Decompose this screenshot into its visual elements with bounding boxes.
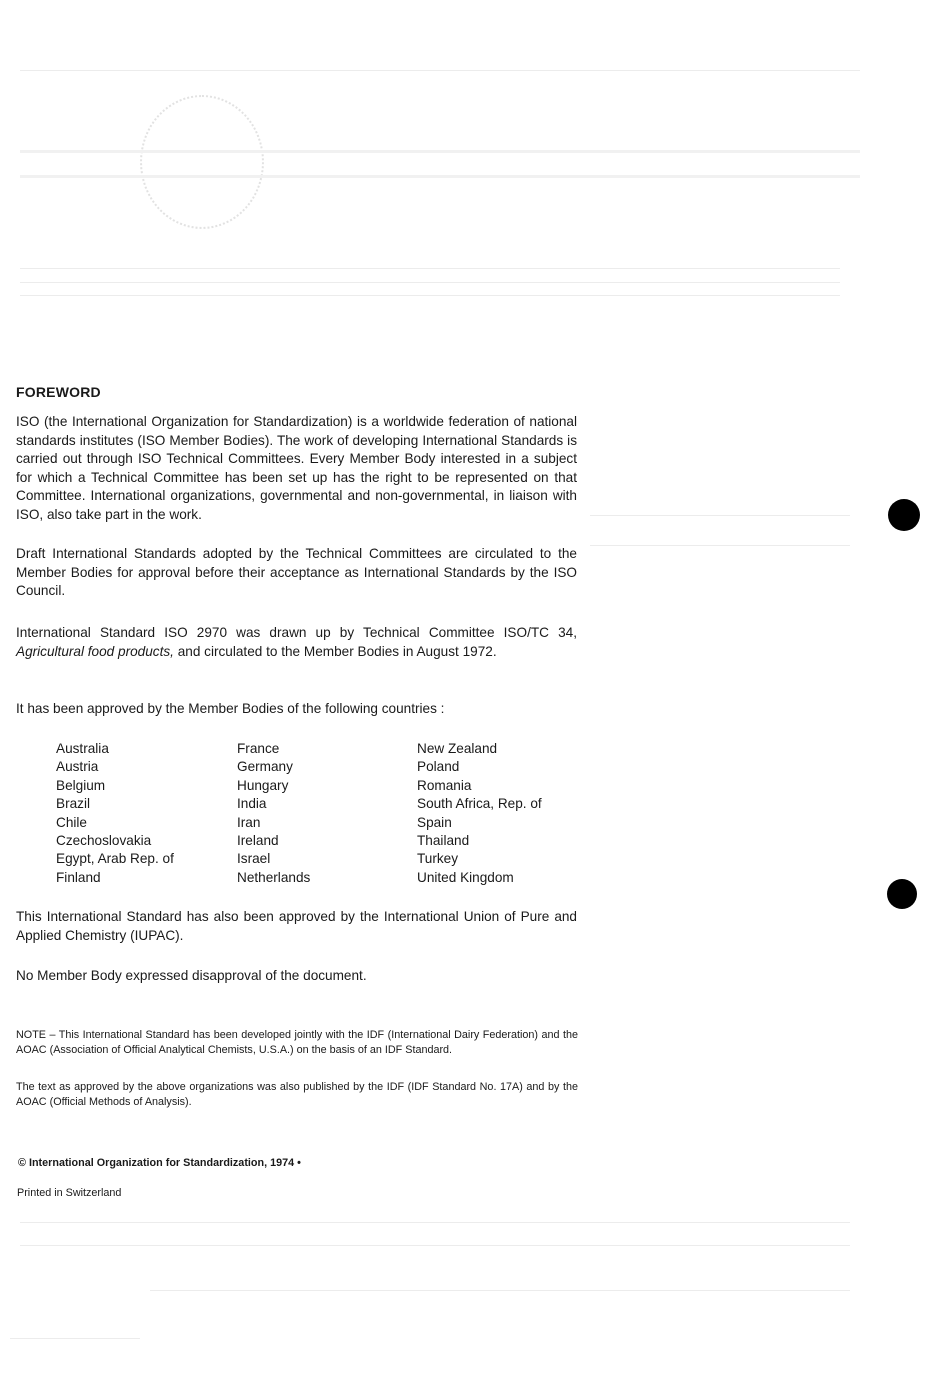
country-item: Poland (417, 759, 460, 775)
note-idf-aoac: NOTE – This International Standard has been developed jointly with the IDF (International Dairy Federation) and the AOAC (Association of Official Analytical Chemists, U.S.A.) on the basis of an IDF Standard. (16, 1029, 578, 1056)
country-item: Ireland (237, 833, 279, 849)
countries-column-3 (417, 740, 542, 887)
punch-hole-top (888, 499, 920, 531)
country-item: Austria (56, 759, 99, 775)
country-item: Spain (417, 814, 452, 830)
country-item: Israel (237, 851, 271, 867)
paragraph-draft-standards: Draft International Standards adopted by the Technical Committees are circulated to the Member Bodies for approval before their acceptance as International Standards by the ISO Council. (16, 546, 577, 599)
country-item: Netherlands (237, 869, 311, 885)
country-item: Belgium (56, 777, 106, 793)
country-item: India (237, 796, 267, 812)
country-item: Brazil (56, 796, 90, 812)
paragraph-iso-2970-part1: International Standard ISO 2970 was drawn up by Technical Committee ISO/TC 34, (16, 625, 577, 640)
foreword-heading: FOREWORD (16, 384, 101, 400)
country-item: Finland (56, 869, 101, 885)
printed-in: Printed in Switzerland (17, 1187, 122, 1199)
country-item: Turkey (417, 851, 459, 867)
country-item: South Africa, Rep. of (417, 796, 542, 812)
committee-title: Agricultural food products, (16, 643, 174, 659)
ghost-line (20, 268, 840, 269)
ghost-line (20, 175, 860, 178)
country-item: France (237, 741, 280, 756)
country-item: Australia (56, 741, 109, 756)
country-item: Egypt, Arab Rep. of (56, 851, 174, 867)
ghost-line (590, 545, 850, 546)
ghost-line (150, 1290, 850, 1291)
ghost-line (20, 1245, 850, 1246)
ghost-iso-logo (140, 95, 264, 229)
note-publication: The text as approved by the above organizations was also published by the IDF (IDF Standard No. 17A) and by the AOAC (Official Methods of Analysis). (16, 1081, 578, 1108)
country-item: Romania (417, 777, 472, 793)
country-item: Hungary (237, 777, 289, 793)
paragraph-iso-2970 (16, 624, 577, 661)
copyright-line: © International Organization for Standardization, 1974 • (18, 1157, 301, 1169)
punch-hole-bottom (887, 879, 917, 909)
country-item: Iran (237, 814, 261, 830)
ghost-line (10, 1338, 140, 1339)
ghost-line (20, 70, 860, 71)
paragraph-no-disapproval: No Member Body expressed disapproval of the document. (16, 968, 367, 983)
countries-column-1 (56, 740, 174, 887)
paragraph-iso-2970-part2: and circulated to the Member Bodies in August 1972. (173, 643, 497, 659)
ghost-line (20, 1222, 850, 1223)
paragraph-approval: It has been approved by the Member Bodies of the following countries : (16, 701, 445, 716)
paragraph-iso-intro: ISO (the International Organization for Standardization) is a worldwide federation of national standards institutes (ISO Member Bodies). The work of developing International Standards is carried out through ISO Technical Committees. Every Member Body interested in a subject for which a Technical Committee has been set up has the right to be represented on that Committee. International organizations, governmental and non-governmental, in liaison with ISO, also take part in the work. (16, 414, 577, 522)
ghost-line (20, 282, 840, 283)
country-item: Germany (237, 759, 293, 775)
paragraph-iupac: This International Standard has also been approved by the International Union of Pure and Applied Chemistry (IUPAC). (16, 909, 577, 943)
ghost-line (20, 150, 860, 153)
country-item: Chile (56, 814, 87, 830)
country-item: Thailand (417, 833, 470, 849)
countries-column-2 (237, 740, 310, 887)
country-item: Czechoslovakia (56, 833, 152, 849)
country-item: New Zealand (417, 741, 498, 756)
country-item: United Kingdom (417, 869, 514, 885)
ghost-line (20, 295, 840, 296)
ghost-line (590, 515, 850, 516)
